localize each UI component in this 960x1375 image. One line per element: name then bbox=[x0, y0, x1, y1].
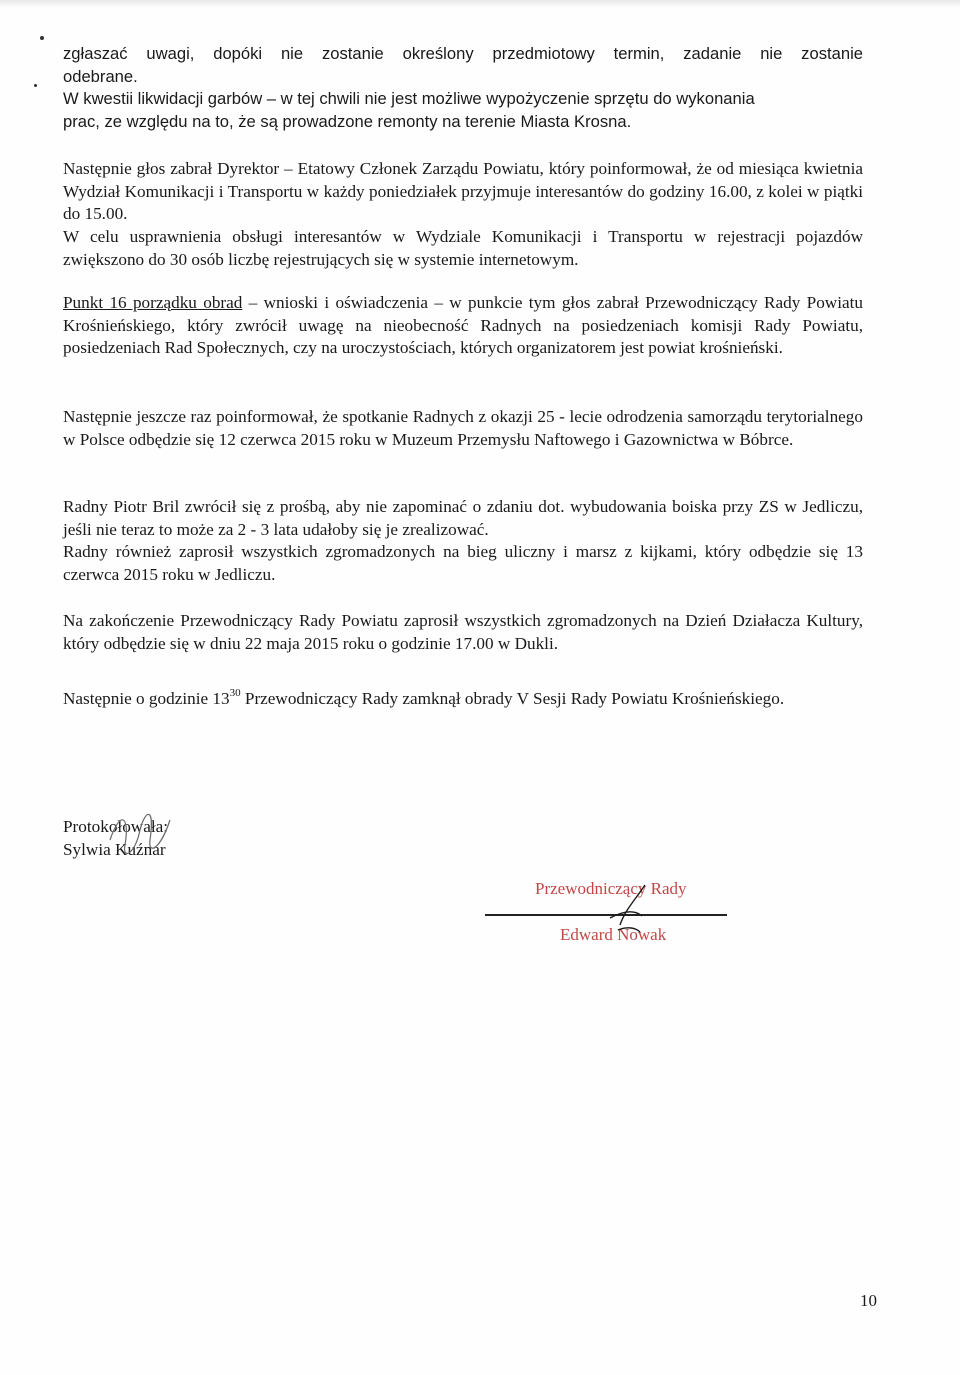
handwritten-signature-right bbox=[600, 880, 670, 940]
closing-text-after: Przewodniczący Rady zamknął obrady V Sesji Rady Powiatu Krośnieńskiego. bbox=[240, 689, 785, 708]
scan-dot bbox=[40, 36, 44, 40]
recorder-name: Sylwia Kuźnar bbox=[63, 840, 166, 859]
paragraph-1-line-4: prac, ze względu na to, że są prowadzone remonty na terenie Miasta Krosna. bbox=[63, 111, 632, 131]
agenda-item-link: Punkt 16 porządku obrad bbox=[63, 293, 243, 312]
paragraph-8: Na zakończenie Przewodniczący Rady Powiatu zaprosił wszystkich zgromadzonych na Dzień Działacza Kultury, który odbędzie się w dniu 22 maja 2015 roku o godzinie 17.00 w Dukli. bbox=[63, 611, 863, 653]
paragraph-9 bbox=[63, 688, 863, 711]
paragraph-4 bbox=[63, 292, 863, 360]
paragraph-3: W celu usprawnienia obsługi interesantów w Wydziale Komunikacji i Transportu w rejestracji pojazdów zwiększono do 30 osób liczbę rejestrujących się w systemie internetowym. bbox=[63, 227, 863, 269]
scan-dot bbox=[34, 84, 37, 87]
recorder-label: Protokołowała: bbox=[63, 817, 169, 836]
paragraph-5: Następnie jeszcze raz poinformował, że spotkanie Radnych z okazji 25 - lecie odrodzenia samorządu terytorialnego w Polsce odbędzie się 12 czerwca 2015 roku w Muzeum Przemysłu Naftowego i Gazownictwa w Bóbrce. bbox=[63, 407, 863, 449]
paragraph-6: Radny Piotr Bril zwrócił się z prośbą, aby nie zapominać o zdaniu dot. wybudowania boiska przy ZS w Jedliczu, jeśli nie teraz to może za 2 - 3 lata udałoby się je zrealizować. bbox=[63, 497, 863, 539]
page-number: 10 bbox=[860, 1291, 877, 1310]
paragraph-2: Następnie głos zabrał Dyrektor – Etatowy Członek Zarządu Powiatu, który poinformował, że od miesiąca kwietnia Wydział Komunikacji i Transportu w każdy poniedziałek przyjmuje interesantów do godziny 16.00, z kolei w piątki do 15.00. bbox=[63, 159, 863, 223]
closing-text-before: Następnie o godzinie 13 bbox=[63, 689, 230, 708]
paragraph-1-line-2: odebrane. bbox=[63, 66, 138, 86]
paragraph-4-text: – wnioski i oświadczenia – w punkcie tym głos zabrał Przewodniczący Rady Powiatu Krośnieńskiego, który zwrócił uwagę na nieobecność Radnych na posiedzeniach komisji Rady Powiatu, posiedzeniach Rad Społecznych, czy na uroczystościach, których organizatorem jest powiat krośnieński. bbox=[63, 293, 863, 357]
paragraph-1-line-1: zgłaszać uwagi, dopóki nie zostanie określony przedmiotowy termin, zadanie nie zostanie bbox=[63, 44, 863, 63]
handwritten-signature-left bbox=[100, 800, 180, 870]
paragraph-1-line-3: W kwestii likwidacji garbów – w tej chwili nie jest możliwe wypożyczenie sprzętu do wykonania bbox=[63, 89, 755, 108]
scan-edge bbox=[0, 0, 960, 8]
stamp-name: Edward Nowak bbox=[560, 925, 667, 944]
paragraph-1 bbox=[63, 43, 863, 133]
stamp-title: Przewodniczący Rady bbox=[535, 879, 687, 898]
paragraph-7: Radny również zaprosił wszystkich zgromadzonych na bieg uliczny i marsz z kijkami, który odbędzie się 13 czerwca 2015 roku w Jedliczu. bbox=[63, 542, 863, 584]
closing-time-superscript: 30 bbox=[229, 687, 241, 700]
